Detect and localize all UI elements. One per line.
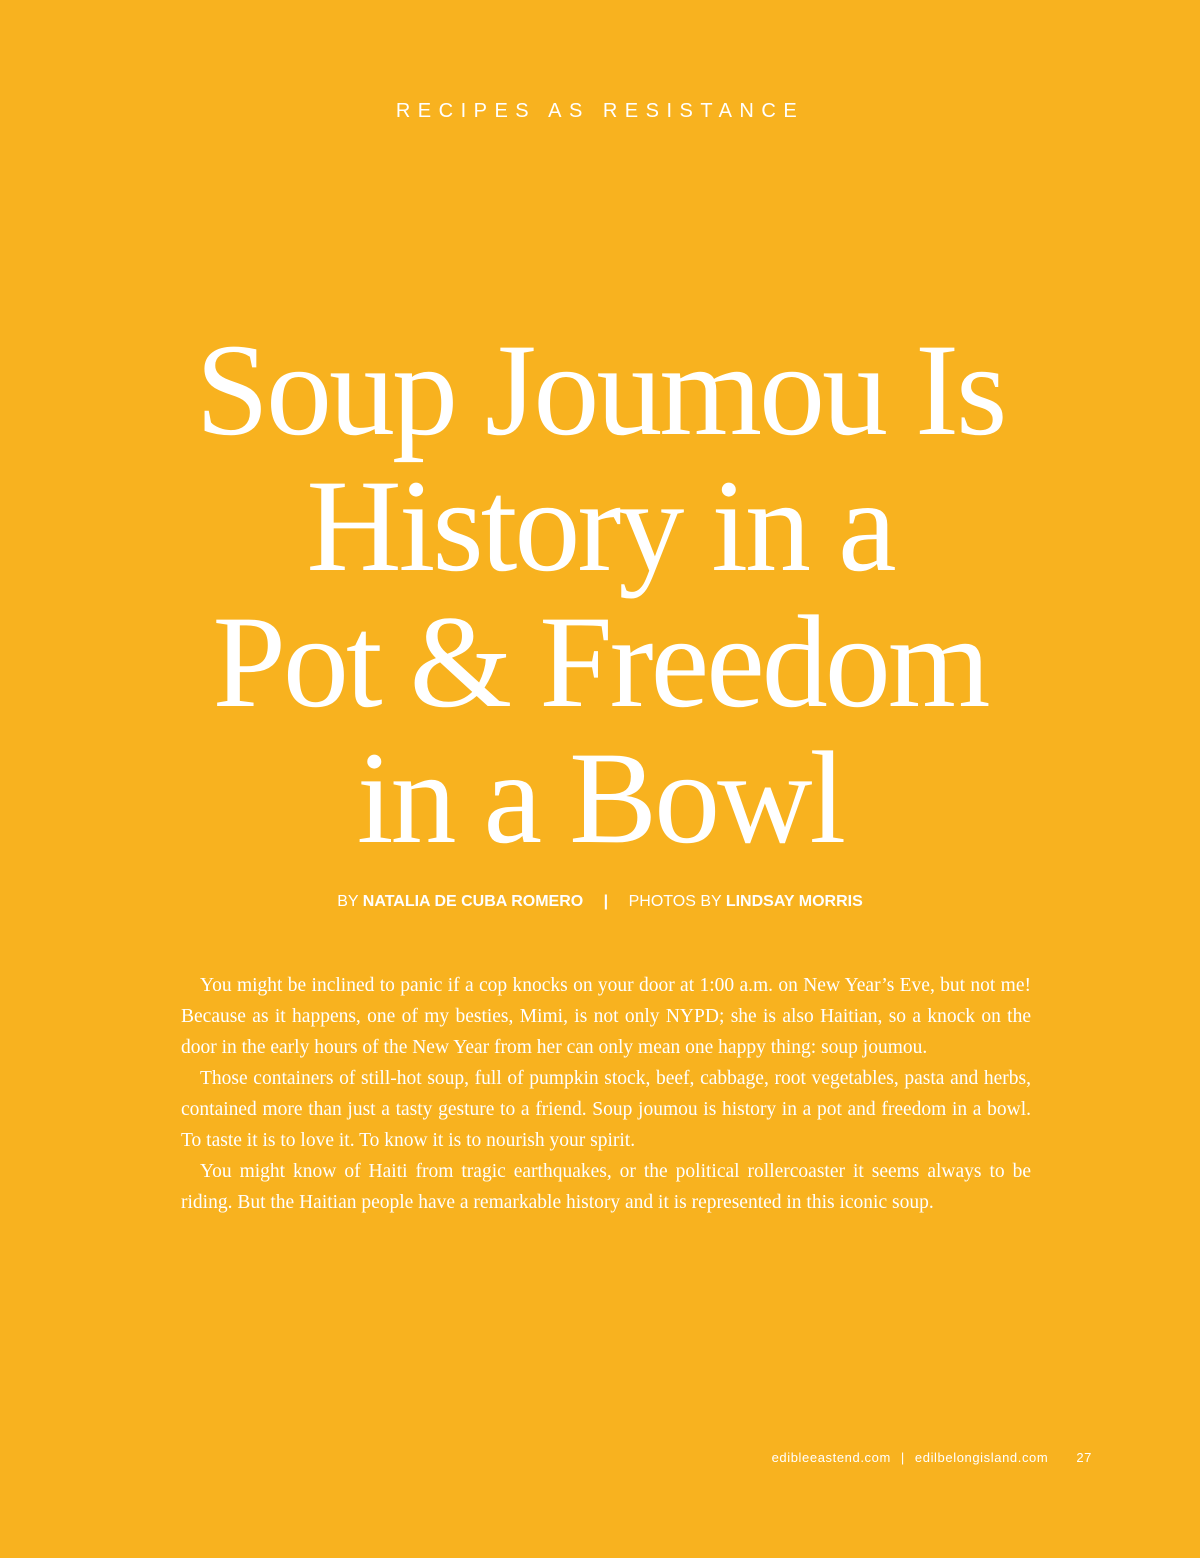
- footer-site-one: edibleeastend.com: [771, 1450, 891, 1465]
- body-paragraph: Those containers of still-hot soup, full of pumpkin stock, beef, cabbage, root vegetables, pasta and herbs, contained more than just a tasty gesture to a friend. Soup joumou is history in a pot and freedom in a bowl. To taste it is to love it. To know it is to nourish your spirit.: [181, 1068, 1031, 1151]
- headline: [100, 316, 1100, 871]
- headline-line: Pot & Freedom: [212, 588, 988, 735]
- byline-by-label: BY: [337, 893, 359, 910]
- headline-line: in a Bowl: [356, 724, 844, 871]
- footer-separator: |: [900, 1450, 905, 1465]
- headline-line: Soup Joumou Is: [195, 316, 1005, 463]
- page-number: 27: [1076, 1450, 1092, 1465]
- byline-photos-label: PHOTOS BY: [628, 893, 722, 910]
- article-body: [181, 970, 1031, 1218]
- section-kicker: RECIPES AS RESISTANCE: [395, 100, 805, 122]
- body-paragraph: You might be inclined to panic if a cop knocks on your door at 1:00 a.m. on New Year’s Eve, but not me! Because as it happens, one of my besties, Mimi, is not only NYPD; she is also Haitian, so a knock on the door in the early hours of the New Year from her can only mean one happy thing: soup joumou.: [181, 975, 1031, 1058]
- byline: [0, 893, 1200, 911]
- byline-photographer: LINDSAY MORRIS: [725, 893, 863, 910]
- byline-author: NATALIA DE CUBA ROMERO: [362, 893, 584, 910]
- body-paragraph: You might know of Haiti from tragic earthquakes, or the political rollercoaster it seems always to be riding. But the Haitian people have a remarkable history and it is represented in this iconic soup.: [181, 1161, 1031, 1213]
- page-footer: [772, 1450, 1092, 1465]
- footer-site-two: edilbelongisland.com: [914, 1450, 1049, 1465]
- headline-line: History in a: [306, 452, 894, 599]
- byline-separator: |: [603, 893, 609, 910]
